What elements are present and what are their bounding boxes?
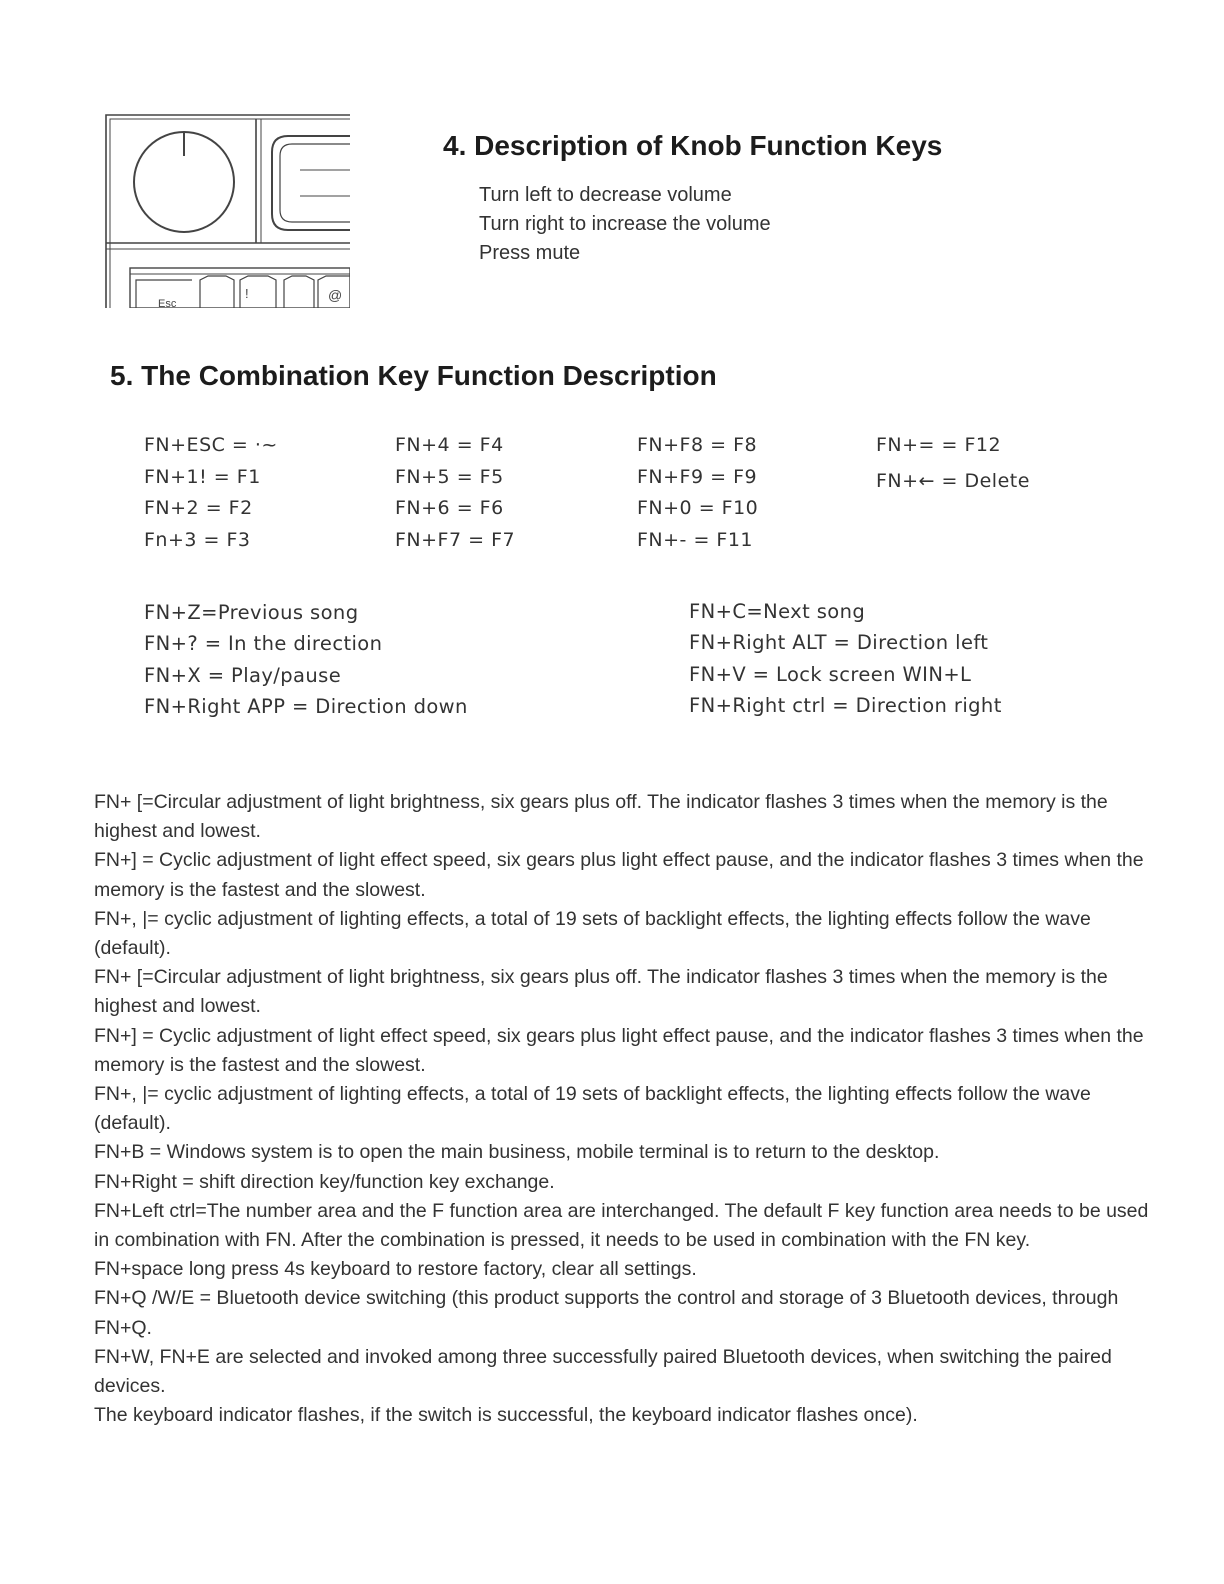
section4-title: 4. Description of Knob Function Keys — [443, 130, 943, 161]
fn-column-2 — [395, 430, 515, 556]
keyboard-knob-illustration — [100, 110, 350, 308]
note-paragraph: FN+Right = shift direction key/function key exchange. — [94, 1170, 555, 1193]
fn-combo: FN+4 = F4 — [395, 434, 504, 456]
media-combo: FN+Right ALT = Direction left — [689, 631, 989, 655]
note-paragraph: FN+W, FN+E are selected and invoked among three successfully paired Bluetooth devices, when switching the paired devices. — [94, 1345, 1112, 1398]
fn-combo: FN+- = F11 — [637, 528, 754, 551]
fn-combo: FN+2 = F2 — [144, 497, 253, 519]
fn-combo: FN+0 = F10 — [637, 497, 759, 519]
fn-combo: FN+5 = F5 — [395, 465, 504, 488]
at-key-label: @ — [328, 287, 343, 303]
fn-column-4 — [876, 427, 1030, 499]
fn-combo: FN+← = Delete — [876, 470, 1030, 492]
media-combo: FN+V = Lock screen WIN+L — [689, 662, 972, 686]
media-combo: FN+X = Play/pause — [144, 663, 342, 687]
note-paragraph: FN+, |= cyclic adjustment of lighting effects, a total of 19 sets of backlight effects, the lighting effects follow the wave (default). — [94, 1083, 1091, 1135]
media-keys-left — [144, 597, 468, 722]
note-paragraph: FN+] = Cyclic adjustment of light effect speed, six gears plus light effect pause, and the indicator flashes 3 times when the memory is the fastest and the slowest. — [94, 1024, 1144, 1076]
fn-combo: FN+6 = F6 — [395, 497, 504, 519]
note-paragraph: FN+ [=Circular adjustment of light brightness, six gears plus off. The indicator flashes 3 times when the memory is the highest and lowest. — [94, 791, 1108, 843]
note-paragraph: FN+Left ctrl=The number area and the F function area are interchanged. The default F key function area needs to be used in combination with FN. After the combination is pressed, it needs to be used in combination with the FN key. — [94, 1199, 1149, 1252]
fn-combo: FN+F7 = F7 — [395, 528, 516, 551]
section5-title: 5. The Combination Key Function Description — [110, 360, 717, 391]
fn-combo: FN+1! = F1 — [144, 465, 261, 488]
fn-column-3 — [637, 430, 758, 556]
fn-combo: FN+F8 = F8 — [637, 434, 758, 456]
note-paragraph: FN+ [=Circular adjustment of light brightness, six gears plus off. The indicator flashes 3 times when the memory is the highest and lowest. — [94, 966, 1108, 1018]
fn-column-1 — [144, 430, 278, 556]
media-combo: FN+Right ctrl = Direction right — [689, 693, 1002, 717]
volume-knob-icon — [134, 132, 234, 232]
knob-function-list — [479, 181, 771, 268]
note-paragraph: FN+, |= cyclic adjustment of lighting effects, a total of 19 sets of backlight effects, the lighting effects follow the wave (default). — [94, 907, 1091, 960]
note-paragraph: FN+B = Windows system is to open the main business, mobile terminal is to return to the desktop. — [94, 1141, 940, 1164]
knob-line: Turn right to increase the volume — [479, 213, 771, 235]
media-combo: FN+? = In the direction — [144, 632, 383, 656]
media-combo: FN+Z=Previous song — [144, 601, 359, 624]
media-combo: FN+C=Next song — [689, 600, 866, 623]
exclamation-key-label: ! — [245, 286, 249, 301]
note-paragraph: FN+Q /W/E = Bluetooth device switching (this product supports the control and storage of 3 Bluetooth devices, through FN+Q. — [94, 1287, 1119, 1339]
esc-key-label: Esc — [158, 298, 177, 308]
fn-combo: FN+ESC = ·~ — [144, 434, 278, 456]
note-paragraph: The keyboard indicator flashes, if the switch is successful, the keyboard indicator flashes once). — [94, 1404, 918, 1427]
fn-combo: FN+= = F12 — [876, 434, 1002, 456]
combination-notes — [94, 788, 1154, 1430]
media-combo: FN+Right APP = Direction down — [144, 694, 468, 718]
fn-combo: FN+F9 = F9 — [637, 465, 758, 488]
knob-line: Press mute — [479, 242, 581, 264]
note-paragraph: FN+space long press 4s keyboard to restore factory, clear all settings. — [94, 1258, 697, 1281]
media-keys-right — [689, 596, 1002, 721]
note-paragraph: FN+] = Cyclic adjustment of light effect speed, six gears plus light effect pause, and the indicator flashes 3 times when the memory is the fastest and the slowest. — [94, 849, 1144, 901]
knob-line: Turn left to decrease volume — [479, 184, 732, 206]
fn-combo: Fn+3 = F3 — [144, 528, 251, 551]
